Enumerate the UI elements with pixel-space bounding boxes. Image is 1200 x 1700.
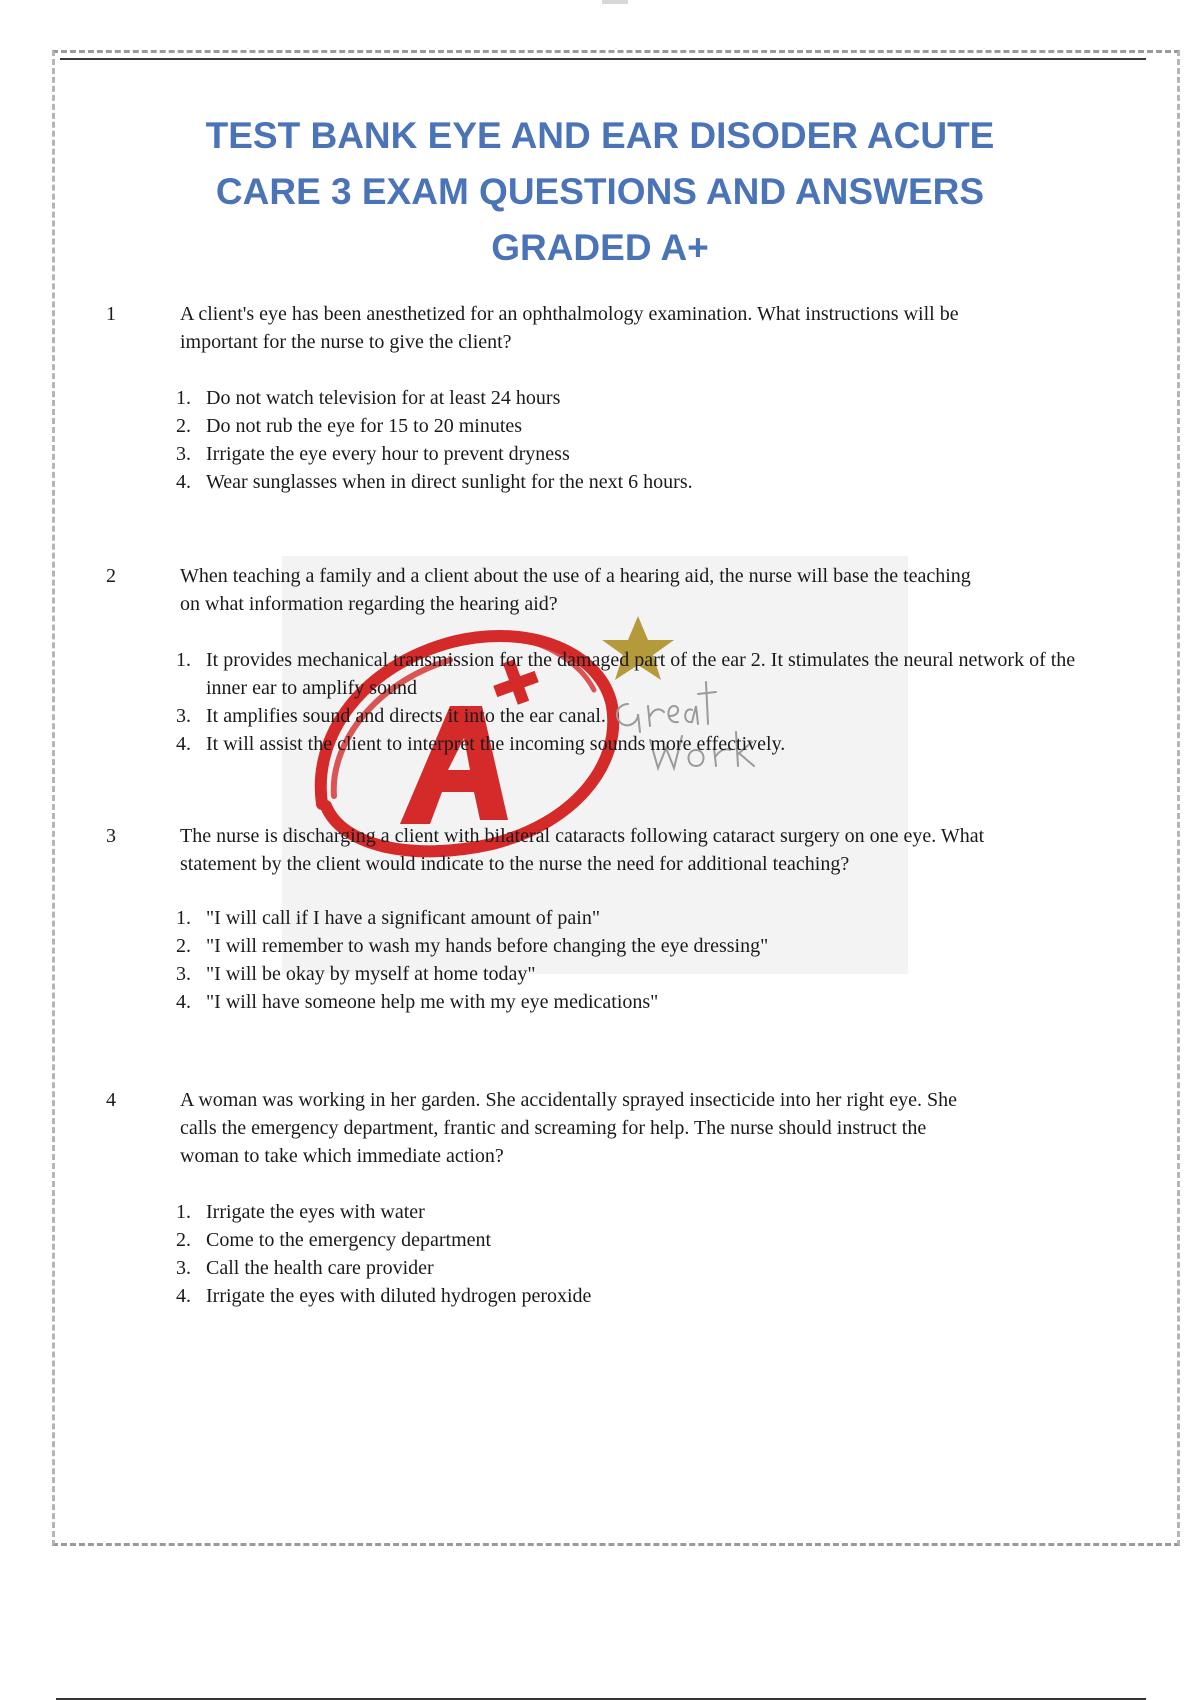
title-line-3: GRADED A+ [491,227,709,268]
page-top-mark [602,0,628,4]
answer-option [176,1198,1086,1226]
answer-option [176,468,1086,496]
question-text-line: The nurse is discharging a client with bilateral cataracts following cataract surgery on one eye. What [180,825,985,847]
option-text: "I will remember to wash my hands before changing the eye dressing" [206,935,769,957]
option-text: It amplifies sound and directs it into the ear canal. [206,705,606,727]
question-text-line: important for the nurse to give the client? [180,331,512,353]
answer-option [176,702,1086,730]
question-number: 3 [106,825,116,847]
top-rule [60,58,1146,60]
question-number: 1 [106,303,116,325]
question-text [180,822,1080,878]
answer-option [176,904,1086,932]
answer-option [176,730,1086,758]
answer-option [176,646,1086,702]
question-text-line: statement by the client would indicate to the nurse the need for additional teaching? [180,853,850,875]
option-number: 2. [176,935,191,957]
answer-options [176,384,1086,496]
question-text [180,300,1080,356]
option-number: 3. [176,963,191,985]
question-number: 4 [106,1089,116,1111]
question-text-line: A woman was working in her garden. She accidentally sprayed insecticide into her right eye. She [180,1089,957,1111]
answer-options [176,904,1086,1016]
option-number: 2. [176,1229,191,1251]
question-text-line: calls the emergency department, frantic and screaming for help. The nurse should instruct the [180,1117,927,1139]
question-text-line: When teaching a family and a client about the use of a hearing aid, the nurse will base the teaching [180,565,971,587]
question-text-line: A client's eye has been anesthetized for an ophthalmology examination. What instructions will be [180,303,959,325]
option-text: Do not rub the eye for 15 to 20 minutes [206,415,523,437]
answer-options [176,646,1086,758]
option-text: "I will call if I have a significant amount of pain" [206,907,600,929]
option-number: 1. [176,1201,191,1223]
question-text-line: woman to take which immediate action? [180,1145,504,1167]
option-number: 2. [176,415,191,437]
answer-option [176,440,1086,468]
question-text [180,1086,1080,1170]
option-text: Irrigate the eye every hour to prevent dryness [206,443,570,465]
option-number: 3. [176,1257,191,1279]
answer-option [176,384,1086,412]
answer-option [176,988,1086,1016]
title-line-1: TEST BANK EYE AND EAR DISODER ACUTE [205,115,995,156]
answer-option [176,1282,1086,1310]
option-text: It will assist the client to interpret the incoming sounds more effectively. [206,733,786,755]
option-text: Call the health care provider [206,1257,434,1279]
option-text: Irrigate the eyes with water [206,1201,425,1223]
answer-option [176,932,1086,960]
question-number: 2 [106,565,116,587]
option-number: 3. [176,705,191,727]
option-number: 4. [176,471,191,493]
option-number: 4. [176,733,191,755]
option-text: Wear sunglasses when in direct sunlight for the next 6 hours. [206,471,693,493]
answer-option [176,1226,1086,1254]
option-number: 3. [176,443,191,465]
option-number: 4. [176,991,191,1013]
option-text: Do not watch television for at least 24 hours [206,387,561,409]
answer-option [176,960,1086,988]
option-number: 1. [176,387,191,409]
option-text: It provides mechanical transmission for the damaged part of the ear 2. It stimulates the neural network of the inner ear to amplify sound [206,649,1076,699]
title-line-2: CARE 3 EXAM QUESTIONS AND ANSWERS [215,171,985,212]
option-text: "I will have someone help me with my eye medications" [206,991,659,1013]
option-text: Irrigate the eyes with diluted hydrogen peroxide [206,1285,592,1307]
question-text-line: on what information regarding the hearing aid? [180,593,558,615]
answer-options [176,1198,1086,1310]
question-text [180,562,1080,618]
answer-option [176,1254,1086,1282]
answer-option [176,412,1086,440]
document-title [130,108,1070,276]
option-number: 1. [176,907,191,929]
option-number: 4. [176,1285,191,1307]
option-text: Come to the emergency department [206,1229,492,1251]
option-text: "I will be okay by myself at home today" [206,963,536,985]
option-number: 1. [176,649,191,671]
